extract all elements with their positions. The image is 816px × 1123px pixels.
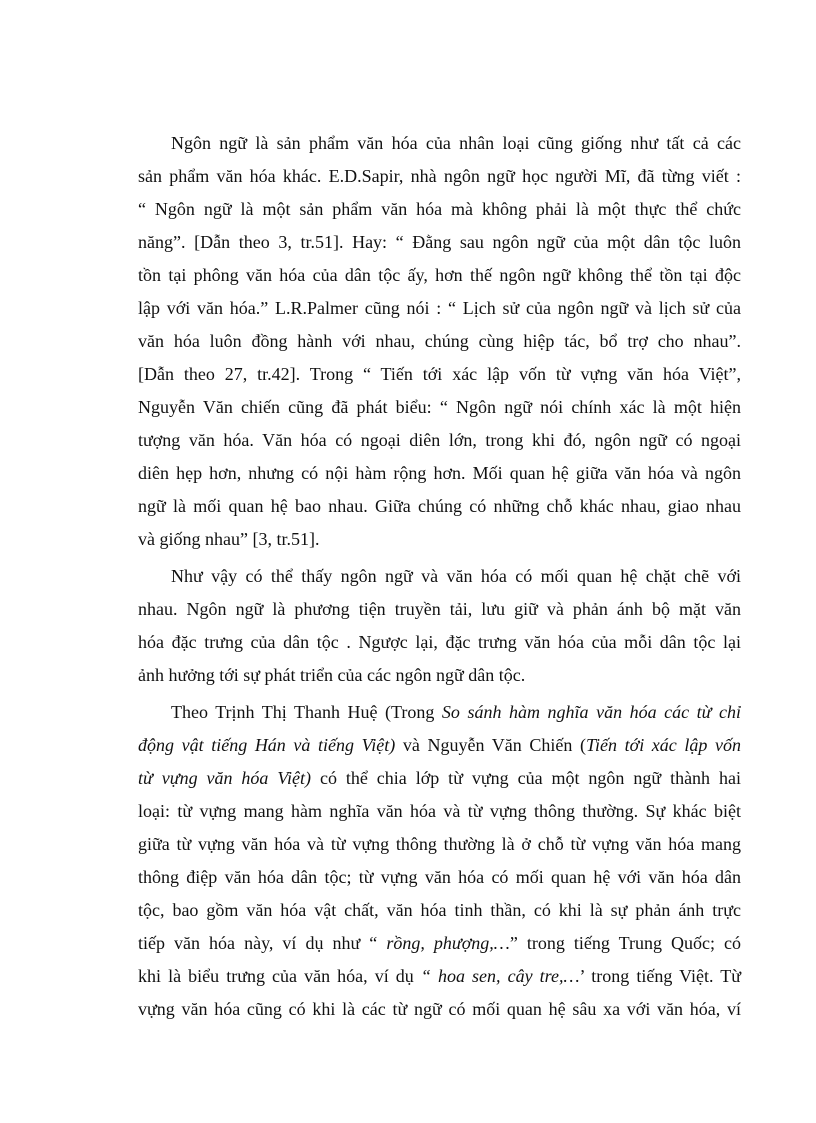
text-line	[138, 526, 741, 552]
text-line	[138, 798, 741, 824]
text-run: loại: từ vựng mang hàm nghĩa văn hóa và từ vựng thông thường. Sự khác biệt	[138, 801, 741, 821]
italic-text: rồng, phượng,…	[386, 933, 510, 953]
text-line	[138, 196, 741, 222]
text-line	[138, 765, 741, 791]
italic-text: “ hoa sen, cây tre,…	[420, 966, 580, 986]
text-line	[171, 563, 741, 589]
text-run: có thể chia lớp từ vựng của một ngôn ngữ thành hai	[311, 768, 741, 788]
text-line	[138, 394, 741, 420]
text-run: sản phẩm văn hóa khác. E.D.Sapir, nhà ngôn ngữ học người Mĩ, đã từng viết :	[138, 166, 741, 186]
text-run: ảnh hưởng tới sự phát triển của các ngôn ngữ dân tộc.	[138, 665, 526, 685]
text-run: tiếp văn hóa này, ví dụ như “	[138, 933, 387, 953]
text-line	[138, 996, 741, 1022]
text-run: tộc, bao gồm văn hóa vật chất, văn hóa tinh thần, có khi là sự phản ánh trực	[138, 900, 741, 920]
text-line	[138, 596, 741, 622]
text-line	[138, 662, 741, 688]
text-run: lập với văn hóa.” L.R.Palmer cũng nói : “ Lịch sử của ngôn ngữ và lịch sử của	[138, 298, 741, 318]
text-line	[138, 262, 741, 288]
text-run: Như vậy có thể thấy ngôn ngữ và văn hóa có mối quan hệ chặt chẽ với	[171, 566, 741, 586]
text-line	[138, 930, 741, 956]
text-run: ’ trong tiếng Việt. Từ	[579, 966, 741, 986]
text-run: tồn tại phông văn hóa của dân tộc ấy, hơn thế ngôn ngữ không thể tồn tại độc	[138, 265, 741, 285]
text-run: giữa từ vựng văn hóa và từ vựng thông thường là ở chỗ từ vựng văn hóa mang	[138, 834, 741, 854]
text-line	[138, 229, 741, 255]
text-line	[138, 897, 741, 923]
text-run: và giống nhau” [3, tr.51].	[138, 529, 320, 549]
text-line	[138, 831, 741, 857]
text-run: ngữ là mối quan hệ bao nhau. Giữa chúng có những chỗ khác nhau, giao nhau	[138, 496, 741, 516]
text-run: hóa đặc trưng của dân tộc . Ngược lại, đặc trưng văn hóa của mỗi dân tộc lại	[138, 632, 741, 652]
text-run: diên hẹp hơn, nhưng có nội hàm rộng hơn. Mối quan hệ giữa văn hóa và ngôn	[138, 463, 741, 483]
text-run: tượng văn hóa. Văn hóa có ngoại diên lớn, trong khi đó, ngôn ngữ có ngoại	[138, 430, 741, 450]
text-run: nhau. Ngôn ngữ là phương tiện truyền tải, lưu giữ và phản ánh bộ mặt văn	[138, 599, 741, 619]
text-line	[138, 328, 741, 354]
italic-text: từ vựng văn hóa Việt)	[138, 768, 312, 788]
text-line	[138, 427, 741, 453]
text-run: và Nguyễn Văn Chiến (	[395, 735, 586, 755]
text-run: [Dẫn theo 27, tr.42]. Trong “ Tiến tới xác lập vốn từ vựng văn hóa Việt”,	[138, 364, 741, 384]
text-line	[138, 732, 741, 758]
text-run: Theo Trịnh Thị Thanh Huệ (Trong	[171, 702, 442, 722]
text-line	[171, 699, 741, 725]
text-line	[138, 963, 741, 989]
text-line	[138, 361, 741, 387]
text-line	[138, 163, 741, 189]
text-line	[138, 629, 741, 655]
italic-text: động vật tiếng Hán và tiếng Việt)	[138, 735, 396, 755]
text-line	[138, 493, 741, 519]
text-line	[171, 130, 741, 156]
text-run: “ Ngôn ngữ là một sản phẩm văn hóa mà không phải là một thực thể chức	[138, 199, 741, 219]
text-line	[138, 864, 741, 890]
text-run: ” trong tiếng Trung Quốc; có	[509, 933, 741, 953]
text-run: năng”. [Dẫn theo 3, tr.51]. Hay: “ Đằng sau ngôn ngữ của một dân tộc luôn	[138, 232, 741, 252]
text-line	[138, 460, 741, 486]
text-run: vựng văn hóa cũng có khi là các từ ngữ có mối quan hệ sâu xa với văn hóa, ví	[138, 999, 741, 1019]
text-run: Nguyễn Văn chiến cũng đã phát biểu: “ Ngôn ngữ nói chính xác là một hiện	[138, 397, 741, 417]
text-line	[138, 295, 741, 321]
text-run: văn hóa luôn đồng hành với nhau, chúng cùng hiệp tác, bổ trợ cho nhau”.	[138, 331, 741, 351]
text-run: Ngôn ngữ là sản phẩm văn hóa của nhân loại cũng giống như tất cả các	[171, 133, 741, 153]
italic-text: So sánh hàm nghĩa văn hóa các từ chỉ	[441, 702, 742, 722]
text-run: thông điệp văn hóa dân tộc; từ vựng văn hóa có mối quan hệ với văn hóa dân	[138, 867, 741, 887]
text-run: khi là biểu trưng của văn hóa, ví dụ	[138, 966, 421, 986]
italic-text: Tiến tới xác lập vốn	[585, 735, 741, 755]
